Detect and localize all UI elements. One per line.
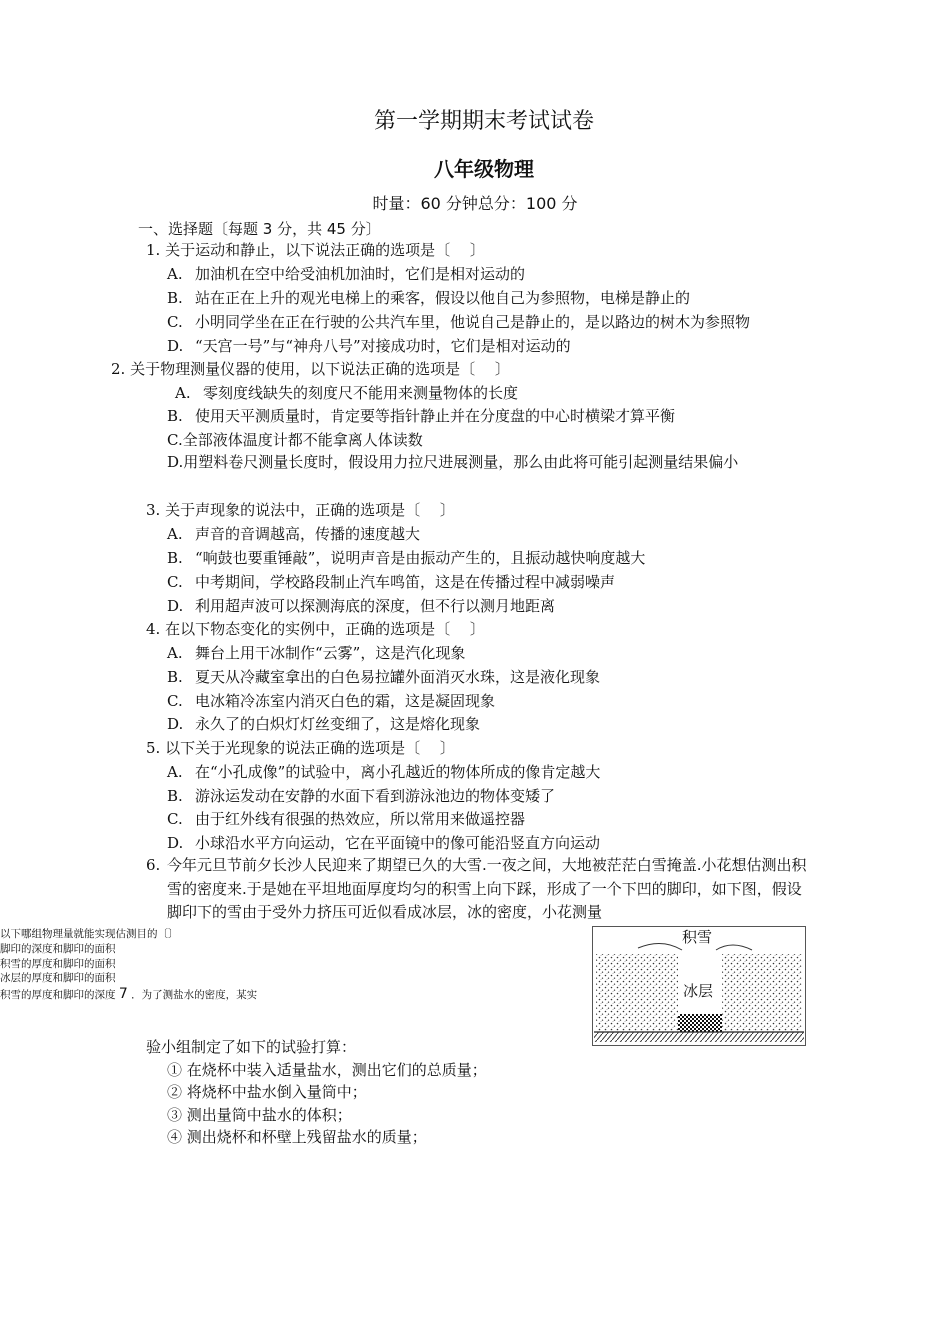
option-text: 小球沿水平方向运动，它在平面镜中的像可能沿竖直方向运动 — [195, 834, 601, 852]
q2-option-d — [167, 451, 797, 475]
q1-option-c — [167, 311, 750, 332]
question-2 — [111, 358, 510, 379]
option-label: D. — [167, 453, 184, 471]
q3-option-b — [167, 547, 645, 568]
q2-option-b — [167, 405, 675, 426]
option-label: A. — [167, 644, 183, 662]
section-heading: 一、选择题〔每题 3 分，共 45 分〕 — [138, 220, 381, 238]
option-label: D. — [167, 597, 184, 615]
question-number: 5. — [146, 739, 161, 757]
q7-step: ② 将烧杯中盐水倒入量筒中； — [167, 1083, 367, 1101]
q2-option-a — [175, 382, 518, 403]
option-label: B. — [167, 407, 183, 425]
q7-step: ④ 测出烧杯和杯壁上残留盐水的质量； — [167, 1128, 427, 1146]
option-text: 永久了的白炽灯灯丝变细了，这是熔化现象 — [195, 715, 481, 733]
q5-option-c — [167, 808, 525, 829]
q2-option-c — [167, 429, 423, 450]
q4-option-d — [167, 713, 480, 734]
q4-option-c — [167, 690, 495, 711]
option-label: B. — [167, 289, 183, 307]
option-text: 使用天平测质量时，肯定要等指针静止并在分度盘的中心时横梁才算平衡 — [195, 407, 676, 425]
snow-left — [596, 954, 678, 1032]
option-text: “响鼓也要重锤敲”，说明声音是由振动产生的，且振动越快响度越大 — [195, 549, 646, 567]
q7-step: ③ 测出量筒中盐水的体积； — [167, 1106, 352, 1124]
question-1 — [146, 239, 485, 260]
option-text: 声音的音调越高，传播的速度越大 — [195, 525, 421, 543]
q1-option-a — [167, 263, 525, 284]
q1-option-d — [167, 335, 571, 356]
option-label: B. — [167, 787, 183, 805]
q4-option-a — [167, 642, 465, 663]
option-label: D. — [167, 834, 184, 852]
question-text: 在以下物态变化的实例中，正确的选项是〔 〕 — [165, 620, 485, 638]
snow-footprint-figure — [592, 926, 806, 1046]
option-text: 中考期间，学校路段制止汽车鸣笛，这是在传播过程中减弱噪声 — [195, 573, 616, 591]
option-text: 加油机在空中给受油机加油时，它们是相对运动的 — [195, 265, 526, 283]
option-text: 站在正在上升的观光电梯上的乘客，假设以他自己为参照物，电梯是静止的 — [195, 289, 691, 307]
q3-option-d — [167, 595, 555, 616]
option-text: 利用超声波可以探测海底的深度，但不行以测月地距离 — [195, 597, 556, 615]
ice-label: 冰层 — [683, 982, 714, 1000]
option-text: 小明同学坐在正在行驶的公共汽车里，他说自己是静止的，是以路边的树木为参照物 — [195, 313, 751, 331]
option-label: C. — [167, 573, 183, 591]
q5-option-d — [167, 832, 600, 853]
option-label: A. — [167, 525, 183, 543]
question-4 — [146, 618, 485, 639]
question-6-number: 6. — [146, 856, 161, 874]
ground-hatch — [594, 1032, 804, 1042]
question-3 — [146, 499, 455, 520]
question-number: 4. — [146, 620, 161, 638]
q7-step: ① 在烧杯中装入适量盐水，测出它们的总质量； — [167, 1061, 487, 1079]
option-label: B. — [167, 549, 183, 567]
option-label: B. — [167, 668, 183, 686]
option-text: 用塑料卷尺测量长度时，假设用力拉尺进展测量，那么由此将可能引起测量结果偏小 — [183, 453, 739, 471]
q6-fragment: 积雪的厚度和脚印的深度 — [0, 989, 116, 1001]
option-text: 电冰箱冷冻室内消灭白色的霜，这是凝固现象 — [195, 692, 496, 710]
option-text: 由于红外线有很强的热效应，所以常用来做遥控器 — [195, 810, 526, 828]
snow-label: 积雪 — [682, 928, 713, 946]
question-text: 以下关于光现象的说法正确的选项是〔 〕 — [165, 739, 455, 757]
option-label: C. — [167, 810, 183, 828]
ice-layer — [678, 1014, 722, 1032]
q6-fragment: 以下哪组物理量就能实现估测目的〔〕 — [0, 928, 179, 940]
option-text: 游泳运发动在安静的水面下看到游泳池边的物体变矮了 — [195, 787, 556, 805]
option-label: C. — [167, 692, 183, 710]
question-6-text: 今年元旦节前夕长沙人民迎来了期望已久的大雪.一夜之间，大地被茫茫白雪掩盖.小花想估测出积雪的密度来.于是她在平坦地面厚度均匀的积雪上向下踩，形成了一个下凹的脚印，如下图，假设脚印下的雪由于受外力挤压可近似看成冰层，冰的密度，小花测量 — [167, 856, 807, 921]
q5-option-b — [167, 785, 555, 806]
option-text: 全部液体温度计都不能拿离人体读数 — [182, 431, 423, 449]
snow-right — [722, 954, 802, 1032]
option-label: C. — [167, 313, 183, 331]
question-number: 1. — [146, 241, 161, 259]
option-text: 零刻度线缺失的刻度尺不能用来测量物体的长度 — [203, 384, 519, 402]
question-7-number: 7 — [118, 986, 128, 1002]
question-number: 3. — [146, 501, 161, 519]
q6-fragment: 脚印的深度和脚印的面积 — [0, 943, 116, 955]
q1-option-b — [167, 287, 690, 308]
q6-fragment-line — [0, 986, 257, 1002]
page-title: 第一学期期末考试试卷 — [373, 109, 594, 134]
question-text: 关于声现象的说法中，正确的选项是〔 〕 — [165, 501, 455, 519]
q6-fragment: 冰层的厚度和脚印的面积 — [0, 972, 116, 984]
option-text: “天宫一号”与“神舟八号”对接成功时，它们是相对运动的 — [195, 337, 571, 355]
question-7-intro: ．为了测盐水的密度，某实 — [131, 989, 258, 1001]
question-text: 关于运动和静止，以下说法正确的选项是〔 〕 — [165, 241, 485, 259]
option-label: A. — [167, 763, 183, 781]
q6-fragment: 积雪的厚度和脚印的面积 — [0, 958, 116, 970]
option-text: 舞台上用干冰制作“云雾”，这是汽化现象 — [195, 644, 466, 662]
q5-option-a — [167, 761, 600, 782]
page-subtitle: 八年级物理 — [434, 157, 534, 181]
option-label: D. — [167, 715, 184, 733]
exam-meta: 时量：60 分钟总分：100 分 — [372, 194, 578, 213]
option-label: D. — [167, 337, 184, 355]
option-text: 夏天从冷藏室拿出的白色易拉罐外面消灭水珠，这是液化现象 — [195, 668, 601, 686]
question-number: 2. — [111, 360, 126, 378]
option-label: A. — [167, 265, 183, 283]
q7-lead: 验小组制定了如下的试验打算： — [146, 1038, 357, 1056]
q4-option-b — [167, 666, 600, 687]
option-label: C. — [167, 431, 183, 449]
q3-option-c — [167, 571, 615, 592]
option-label: A. — [175, 384, 191, 402]
question-text: 关于物理测量仪器的使用，以下说法正确的选项是〔 〕 — [130, 360, 510, 378]
question-5 — [146, 737, 455, 758]
q3-option-a — [167, 523, 420, 544]
option-text: 在“小孔成像”的试验中，离小孔越近的物体所成的像肯定越大 — [195, 763, 601, 781]
